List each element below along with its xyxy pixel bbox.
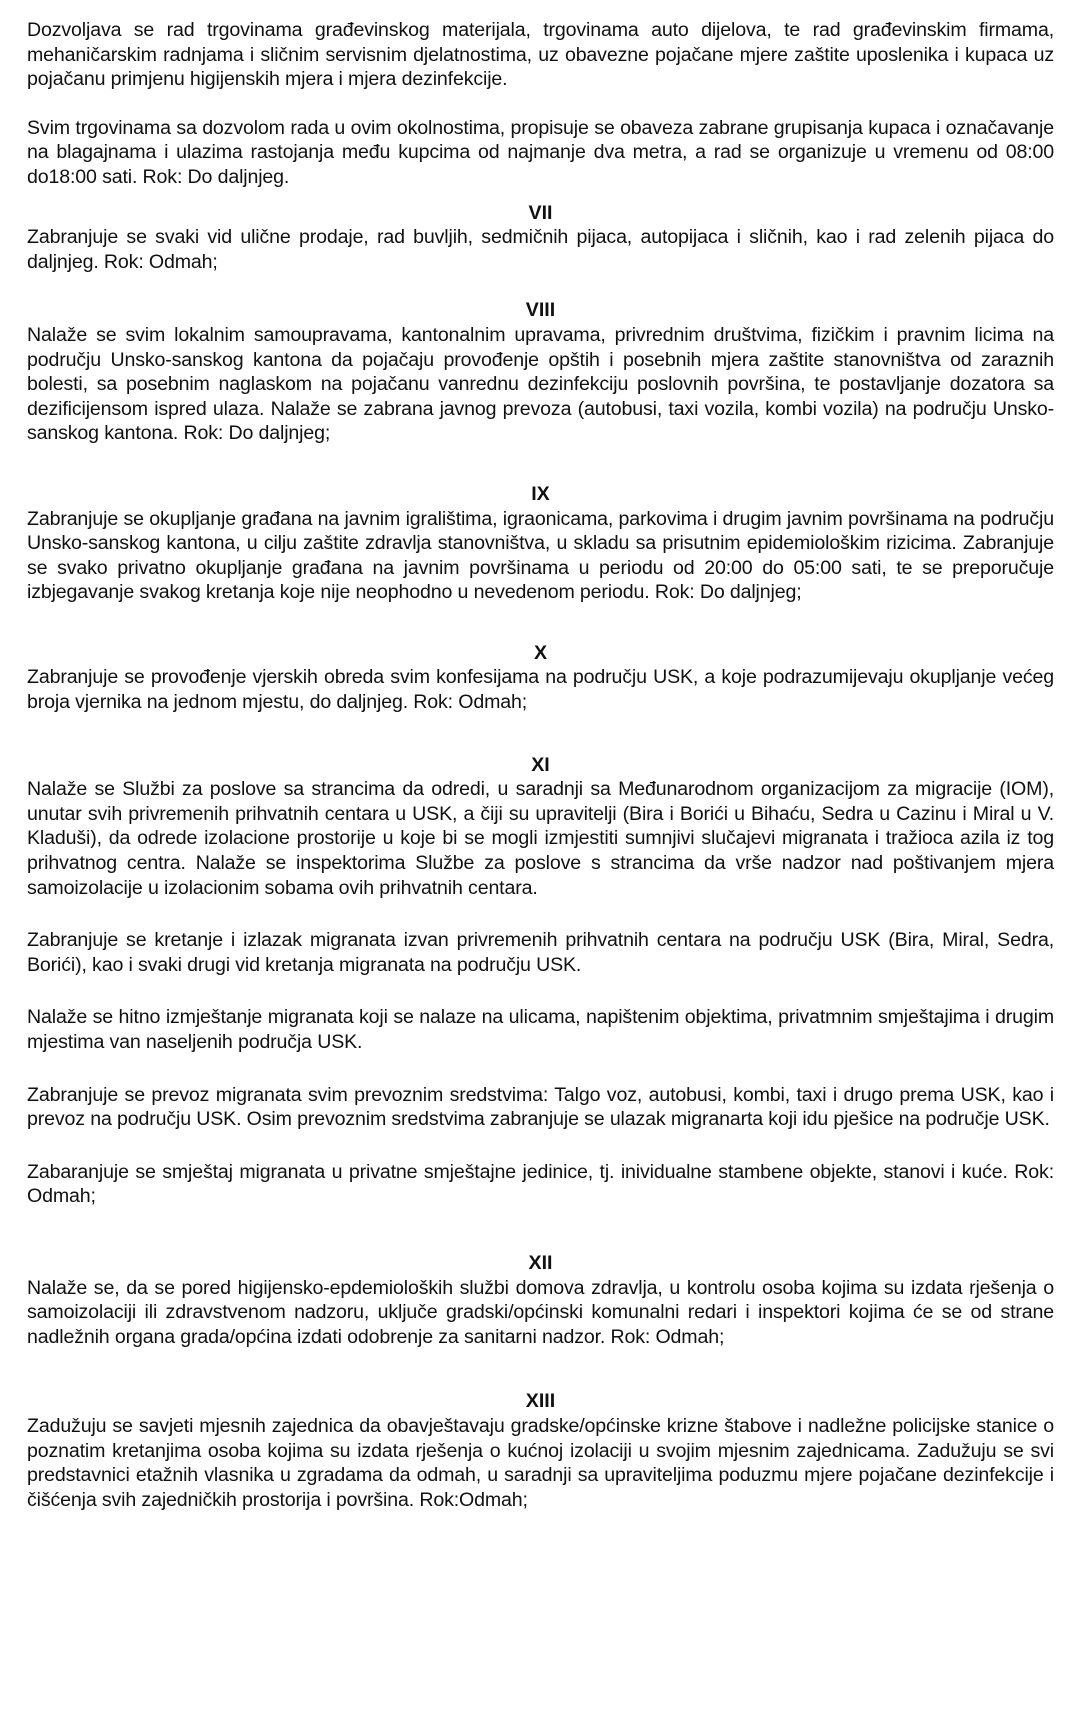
section-paragraph: Nalaže se, da se pored higijensko-epdemioloških službi domova zdravlja, u kontrolu osoba kojima su izdata rješenja o samoizolaciji ili zdravstvenom nadzoru, uključe gradski/općinski komunalni redari i inspektori kojima će se od strane nadležnih organa grada/općina izdati odobrenje za sanitarni nadzor. Rok: Odmah; — [27, 1276, 1054, 1348]
section-heading: IX — [531, 482, 550, 505]
section-paragraph: Zadužuju se savjeti mjesnih zajednica da obavještavaju gradske/općinske krizne štabove i nadležne policijske stanice o poznatim kretanjima osoba kojima su izdata rješenja o kućnoj izolaciji u svojim mjesnim zajednicama. Zadužuju se svi predstavnici etažnih vlasnika u zgradama da odmah, u saradnji sa upraviteljima poduzmu mjere pojačane dezinfekcije i čišćenja svih zajedničkih prostorija i površina. Rok:Odmah; — [27, 1414, 1054, 1511]
section-xiii — [27, 1389, 1054, 1512]
section-heading: XI — [531, 753, 550, 776]
section-paragraph: Zabranjuje se kretanje i izlazak migranata izvan privremenih prihvatnih centara na području USK (Bira, Miral, Sedra, Borići), kao i svaki drugi vid kretanja migranata na području USK. — [27, 929, 1054, 976]
section-heading: VIII — [525, 299, 556, 322]
section-xii — [27, 1251, 1054, 1349]
intro-paragraph-shop-rules: Svim trgovinama sa dozvolom rada u ovim okolnostima, propisuje se obaveza zabrane grupisanja kupaca i označavanje na blagajnama i ulazima rastojanja među kupcima od najmanje dva metra, a rad se organizuje u vremenu od 08:00 do18:00 sati. Rok: Do daljnjeg. — [27, 116, 1054, 188]
section-ix — [27, 482, 1054, 605]
section-heading: XII — [528, 1251, 553, 1274]
section-paragraph: Zabranjuje se prevoz migranata svim prevoznim sredstvima: Talgo voz, autobusi, kombi, taxi i drugo prema USK, kao i prevoz na području USK. Osim prevoznim sredstvima zabranjuje se ulazak migranarta koji idu pješice na područje USK. — [27, 1083, 1054, 1131]
section-paragraph: Nalaže se svim lokalnim samoupravama, kantonalnim upravama, privrednim društvima, fizičkim i pravnim licima na području Unsko-sanskog kantona da pojačaju provođenje opštih i posebnih mjera zaštite stanovništva od zaraznih bolesti, sa posebnim naglaskom na pojačanu vanrednu dezinfekciju poslovnih površina, te postavljanje dozatora sa dezificijensom ispred ulaza. Nalaže se zabrana javnog prevoza (autobusi, taxi vozila, kombi vozila) na području Unsko-sanskog kantona. Rok: Do daljnjeg; — [27, 323, 1054, 445]
section-heading: X — [533, 641, 548, 664]
intro-paragraph-construction-shops: Dozvoljava se rad trgovinama građevinskog materijala, trgovinama auto dijelova, te rad građevinskim firmama, mehaničarskim radnjama i sličnim servisnim djelatnostima, uz obavezne pojačane mjere zaštite uposlenika i kupaca uz pojačanu primjenu higijenskih mjera i mjera dezinfekcije. — [27, 19, 1054, 91]
section-paragraph: Nalaže se hitno izmještanje migranata koji se nalaze na ulicama, napištenim objektima, privatmnim smještajima i drugim mjestima van naseljenih područja USK. — [27, 1006, 1054, 1053]
section-paragraph: Zabranjuje se svaki vid ulične prodaje, rad buvljih, sedmičnih pijaca, autopijaca i sličnih, kao i rad zelenih pijaca do daljnjeg. Rok: Odmah; — [27, 226, 1054, 273]
section-x — [27, 641, 1054, 715]
section-paragraph: Nalaže se Službi za poslove sa strancima da odredi, u saradnji sa Međunarodnom organizacijom za migracije (IOM), unutar svih privremenih prihvatnih centara u USK, a čiji su upravitelji (Bira i Borići u Bihaću, Sedra u Cazinu i Miral u V. Kladuši), da odrede izolacione prostorije u koje bi se mogli izmjestiti sumnjivi slučajevi migranata i tražioca azila iz tog prihvatnog centra. Nalaže se inspektorima Službe za poslove s strancima da vrše nadzor nad poštivanjem mjera samoizolacije u izolacionim sobama ovih prihvatnih centara. — [27, 778, 1054, 899]
section-paragraph: Zabranjuje se okupljanje građana na javnim igralištima, igraonicama, parkovima i drugim javnim površinama na području Unsko-sanskog kantona, u cilju zaštite zdravlja stanovništva, u skladu sa prisutnim epidemiološkim rizicima. Zabranjuje se svako privatno okupljanje građana na javnim površinama u periodu od 20:00 do 05:00 sati, te se preporučuje izbjegavanje svakog kretanja koje nije neophodno u nevedenom periodu. Rok: Do daljnjeg; — [27, 507, 1054, 604]
section-heading: XIII — [525, 1390, 556, 1413]
section-paragraph: Zabaranjuje se smještaj migranata u privatne smještajne jedinice, tj. inividualne stambene objekte, stanovi i kuće. Rok: Odmah; — [27, 1160, 1054, 1208]
section-xi — [27, 753, 1054, 1209]
section-heading: VII — [528, 201, 553, 224]
document-page — [27, 18, 1054, 1512]
section-paragraph: Zabranjuje se provođenje vjerskih obreda svim konfesijama na području USK, a koje podrazumijevaju okupljanje većeg broja vjernika na jednom mjestu, do daljnjeg. Rok: Odmah; — [27, 666, 1054, 714]
section-vii — [27, 201, 1054, 275]
section-viii — [27, 298, 1054, 446]
